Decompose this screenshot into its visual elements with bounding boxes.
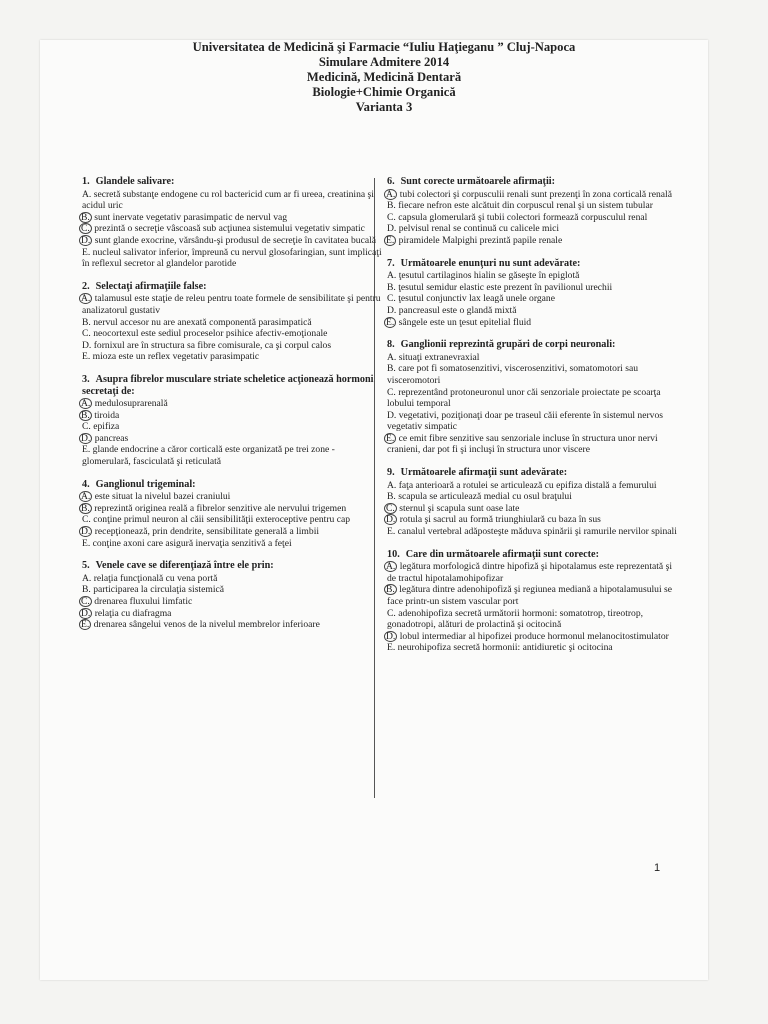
question-number: 3. [82,373,90,385]
question-title [82,479,382,491]
option-letter: E. [81,619,90,631]
option-letter: B. [81,502,90,514]
option-letter: B. [81,409,90,421]
option-text: pancreasul este o glandă mixtă [398,304,517,316]
option-text: neocortexul este sediul proceselor psihice afectiv-emoţionale [93,328,328,340]
option-letter: A. [81,491,91,503]
option-text: medulosuprarenală [94,398,168,410]
option-text: ţesutul conjunctiv lax leagă unele organe [398,293,555,305]
university-title: Universitatea de Medicină şi Farmacie “Iuliu Haţieganu ” Cluj-Napoca [192,40,576,54]
question-title [387,549,677,561]
question-text: Care din următoarele afirmaţii sunt corecte: [405,548,599,560]
answer-option [387,235,677,247]
question-block [82,176,382,270]
option-text: mioza este un reflex vegetativ parasimpatic [92,351,260,363]
option-text: lobul intermediar al hipofizei produce hormonul melanocitostimulator [399,630,669,642]
answer-option [387,352,677,364]
option-text: secretă substanţe endogene cu rol bactericid cum ar fi ureea, creatinina şi acidul uric [82,188,374,212]
answer-option [387,608,677,631]
option-letter: A. [386,188,396,200]
answer-option [387,212,677,224]
option-letter: E. [82,537,91,549]
answer-option [387,223,677,235]
question-title [387,467,677,479]
answer-option [82,538,382,550]
option-text: reprezentând protoneuronul unor căi senzoriale proiectate pe scoarţa lobului temporal [387,386,661,410]
option-text: drenarea fluxului limfatic [94,596,193,607]
option-text: sunt glande exocrine, vărsându-şi produsul de secreţie în cavitatea bucală [94,234,377,246]
question-number: 9. [387,467,395,479]
answer-option [387,293,677,305]
question-block [82,281,382,363]
answer-option [387,270,677,282]
option-letter: A. [82,572,92,584]
option-text: nervul accesor nu are anexată componentă parasimpatică [93,316,312,328]
answer-option [387,410,677,433]
answer-option [82,421,382,433]
answer-option [387,526,677,538]
question-text: Următoarele enunţuri nu sunt adevărate: [400,257,581,269]
option-letter: A. [82,188,92,200]
answer-option [387,503,677,515]
option-text: participarea la circulaţia sistemică [93,584,224,596]
option-letter: B. [81,211,90,223]
option-text: piramidele Malpighi prezintă papile renale [398,234,563,246]
answer-option [82,340,382,352]
option-letter: E. [386,432,395,444]
answer-option [387,584,677,607]
question-number: 2. [82,280,90,292]
question-text: Selectaţi afirmaţiile false: [95,280,207,292]
option-text: tubi colectori şi corpusculii renali sunt prezenţi în zona corticală renală [399,188,672,200]
answer-option [82,444,382,467]
option-text: neurohipofiza secretă hormonii: antidiuretic şi ocitocina [397,642,613,654]
left-column [82,176,382,642]
question-text: Ganglionii reprezintă grupări de corpi neuronali: [400,339,616,351]
option-letter: B. [387,200,396,212]
question-number: 6. [387,176,395,187]
question-block [387,467,677,538]
answer-option [387,642,677,654]
answer-option [82,351,382,363]
option-text: prezintă o secreţie vâscoasă sub acţiunea sistemului vegetativ simpatic [94,223,365,235]
option-text: reprezintă originea reală a fibrelor senzitive ale nervului trigemen [94,502,347,514]
option-letter: A. [387,270,397,282]
question-block [387,176,677,247]
answer-option [82,235,382,247]
option-letter: B. [386,584,395,596]
answer-option [82,573,382,585]
option-text: relaţia cu diafragma [94,607,172,619]
option-letter: E. [82,246,91,258]
option-letter: C. [81,223,90,235]
option-letter: B. [387,281,396,293]
option-letter: D. [81,607,91,619]
answer-option [82,189,382,212]
option-letter: D. [387,304,397,316]
option-letter: B. [387,491,396,503]
option-letter: D. [81,526,91,538]
option-text: este situat la nivelul bazei craniului [94,491,231,503]
option-text: vegetativi, poziţionaţi doar pe traseul căii eferente în sistemul nervos vegetativ simpatic [387,409,664,433]
option-letter: C. [387,293,396,305]
option-letter: D. [82,339,92,351]
question-block [82,479,382,550]
option-letter: D. [386,630,396,642]
question-block [387,339,677,456]
option-letter: D. [386,514,396,526]
option-letter: D. [81,432,91,444]
answer-option [387,631,677,643]
answer-option [387,561,677,584]
subject: Biologie+Chimie Organică [312,85,456,99]
option-text: conţine primul neuron al căii sensibilităţii exteroceptive pentru cap [93,514,351,526]
question-number: 5. [82,560,90,572]
option-letter: C. [82,514,91,526]
answer-option [82,398,382,410]
option-letter: E. [387,642,396,654]
option-letter: C. [386,502,395,514]
option-text: fornixul are în structura sa fibre comisurale, ca şi corpul calos [93,339,332,351]
option-text: epifiza [93,421,120,433]
answer-option [82,526,382,538]
answer-option [387,317,677,329]
exam-name: Simulare Admitere 2014 [318,55,450,69]
option-text: faţa anterioară a rotulei se articulează cu epifiza distală a femurului [398,479,657,491]
option-text: sunt inervate vegetativ parasimpatic de nervul vag [94,211,288,223]
option-letter: D. [387,223,397,235]
option-text: ce emit fibre senzitive sau senzoriale incluse în structura unor nervi cranieni, dar pot fi şi incluşi în structura unor viscere [387,432,658,456]
answer-option [387,491,677,503]
option-letter: E. [82,444,91,456]
question-block [82,560,382,631]
option-letter: A. [81,398,91,410]
option-letter: C. [387,211,396,223]
answer-option [82,223,382,235]
option-text: capsula glomerulară şi tubii colectori formează corpusculul renal [398,211,648,223]
option-text: conţine axoni care asigură inervaţia senzitivă a feţei [92,537,292,549]
question-number: 8. [387,339,395,351]
option-letter: B. [387,363,396,375]
answer-option [82,293,382,316]
specialization: Medicină, Medicină Dentară [306,70,462,84]
answer-option [387,433,677,456]
answer-option [82,608,382,620]
question-title [387,176,677,188]
option-text: rotula şi sacrul au formă triunghiulară cu baza în sus [399,514,601,526]
option-text: nucleul salivator inferior, împreună cu nervul glosofaringian, sunt implicaţi în reflexul secretor al glandelor parotide [82,246,382,270]
answer-option [82,619,382,631]
question-title [82,281,382,293]
option-text: care pot fi somatosenzitivi, viscerosenzitivi, somatomotori sau visceromotori [387,363,639,386]
option-letter: A. [387,351,397,363]
answer-option [82,584,382,596]
option-letter: C. [82,421,91,433]
question-text: Asupra fibrelor musculare striate scheletice acţionează hormoni secretaţi de: [82,373,374,397]
option-letter: B. [82,584,91,596]
answer-option [82,433,382,445]
question-title [387,258,677,270]
option-text: situaţi extranevraxial [398,351,480,363]
question-block [387,258,677,329]
answer-option [387,514,677,526]
answer-option [82,596,382,608]
option-text: adenohipofiza secretă următorii hormoni: somatotrop, tireotrop, gonadotropi, alături de prolactină şi ocitocină [387,607,644,631]
exam-header [0,40,768,115]
option-text: fiecare nefron este alcătuit din corpuscul renal şi un sistem tubular [398,200,653,212]
answer-option [387,480,677,492]
option-text: pelvisul renal se continuă cu calicele mici [398,223,560,235]
question-block [82,374,382,468]
option-letter: E. [387,526,396,538]
option-letter: C. [387,607,396,619]
answer-option [82,317,382,329]
option-text: canalul vertebral adăposteşte măduva spinării şi ramurile nervilor spinali [397,526,677,538]
question-title [82,176,382,188]
option-letter: A. [81,293,91,305]
answer-option [82,491,382,503]
option-text: sângele este un ţesut epitelial fluid [398,316,532,328]
option-letter: E. [386,316,395,328]
option-letter: C. [387,386,396,398]
answer-option [82,212,382,224]
question-text: Sunt corecte următoarele afirmaţii: [400,176,556,187]
question-title [387,339,677,351]
option-text: ţesutul semidur elastic este prezent în pavilionul urechii [398,281,613,293]
option-text: recepţionează, prin dendrite, sensibilitate generală a limbii [94,526,320,538]
option-text: drenarea sângelui venos de la nivelul membrelor inferioare [93,619,320,631]
variant: Varianta 3 [355,100,413,114]
question-number: 4. [82,478,90,490]
question-number: 7. [387,257,395,269]
option-text: tiroida [94,409,120,421]
question-block [387,549,677,654]
option-letter: C. [82,328,91,340]
option-text: relaţia funcţională cu vena portă [93,572,218,584]
option-text: legătura dintre adenohipofiză şi regiunea mediană a hipotalamusului se face printr-un sistem vascular port [387,584,673,607]
answer-option [387,189,677,201]
option-letter: E. [82,351,91,363]
option-letter: B. [82,316,91,328]
question-title [82,560,382,572]
option-letter: D. [387,409,397,421]
option-letter: C. [81,596,90,607]
question-text: Ganglionul trigeminal: [95,478,196,490]
option-letter: A. [387,479,397,491]
answer-option [82,410,382,422]
answer-option [82,328,382,340]
question-text: Următoarele afirmaţii sunt adevărate: [400,467,568,479]
option-text: glande endocrine a căror corticală este organizată pe trei zone - glomerulară, fasciculată şi reticulată [82,444,335,468]
question-text: Venele cave se diferenţiază între ele prin: [95,560,274,572]
answer-option [387,200,677,212]
answer-option [387,282,677,294]
answer-option [82,514,382,526]
question-text: Glandele salivare: [95,176,175,187]
option-letter: A. [386,561,396,573]
answer-option [387,363,677,386]
option-text: scapula se articulează medial cu osul braţului [398,491,572,503]
option-text: ţesutul cartilaginos hialin se găseşte în epiglotă [398,270,580,282]
answer-option [387,387,677,410]
answer-option [82,247,382,270]
question-number: 1. [82,176,90,187]
question-number: 10. [387,548,400,560]
answer-option [82,503,382,515]
option-text: talamusul este staţie de releu pentru toate formele de sensibilitate şi pentru analizatorul gustativ [82,293,381,316]
right-column [387,176,677,665]
option-text: sternul şi scapula sunt oase late [399,502,520,514]
option-letter: E. [386,234,395,246]
option-text: legătura morfologică dintre hipofiză şi hipotalamus este reprezentată şi de tractul hipotalamohipofizar [387,561,672,584]
question-title [82,374,382,397]
option-letter: D. [81,234,91,246]
option-text: pancreas [94,432,129,444]
answer-option [387,305,677,317]
page-number: 1 [654,862,661,874]
